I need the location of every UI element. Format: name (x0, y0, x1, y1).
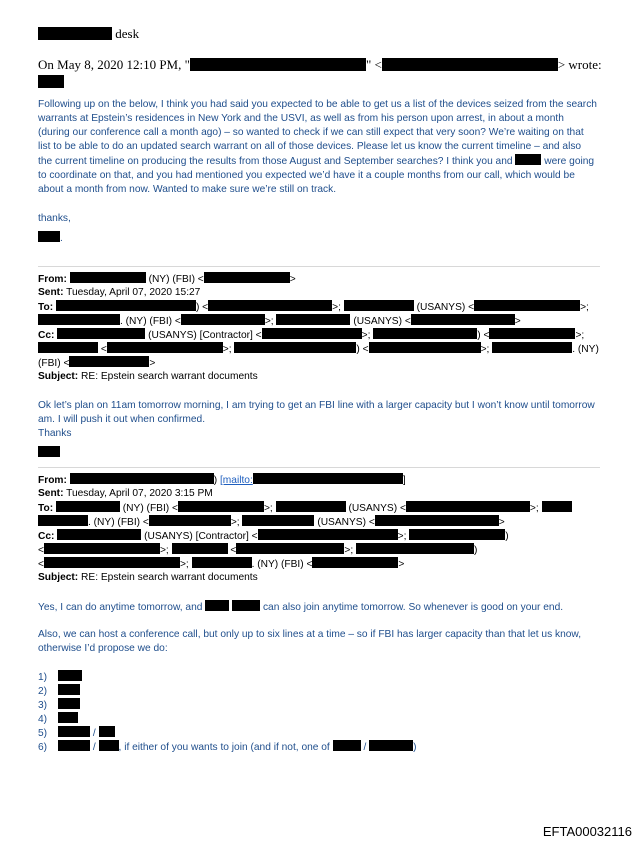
redaction (234, 342, 356, 353)
redaction (38, 515, 88, 526)
redaction (70, 272, 146, 283)
list-item: 3) (38, 698, 80, 713)
email-2-to-cont: . (NY) (FBI) < >; (USANYS) < > (38, 314, 521, 329)
email-2-body: Ok let’s plan on 11am tomorrow morning, I am trying to get an FBI line with a larger capacity but I won’t know until tomorrow am. I will push it out when confirmed. (38, 400, 595, 425)
redaction (375, 515, 499, 526)
email-2-cc: Cc: (USANYS) [Contractor] < >; ) < >; (38, 330, 585, 341)
email-2-thanks: Thanks (38, 428, 72, 439)
message-1-signature: . (38, 228, 63, 246)
redaction (44, 543, 160, 554)
redaction (208, 300, 332, 311)
redaction (56, 501, 120, 512)
wrote-prefix: On May 8, 2020 12:10 PM, " (38, 57, 190, 72)
redaction (369, 342, 481, 353)
redaction (276, 501, 346, 512)
separator (38, 467, 600, 468)
redaction (373, 328, 477, 339)
redaction (344, 300, 414, 311)
email-3-cc-cont: < >; < >; ) (38, 545, 478, 556)
email-3-subject: Subject: RE: Epstein search warrant documents (38, 572, 258, 583)
redaction (276, 314, 350, 325)
redaction (262, 328, 362, 339)
email-2-cc-end: (FBI) < > (38, 358, 156, 369)
email-3-to: To: (NY) (FBI) < >; (USANYS) < >; (38, 501, 572, 516)
email-3-body-2: Also, we can host a conference call, but only up to six lines at a time – so if FBI has larger capacity than that let us know, otherwise I’d propose we do: (38, 629, 582, 654)
email-2-sent: Sent: Tuesday, April 07, 2020 15:27 (38, 287, 201, 298)
wrote-mid: " < (365, 57, 382, 72)
redaction (489, 328, 575, 339)
redaction (69, 356, 149, 367)
redaction (474, 300, 580, 311)
message-1-body (38, 98, 598, 197)
wrote-line (38, 57, 602, 73)
redaction (107, 342, 223, 353)
email-2-cc-cont: < >; ) < >; . (NY) (38, 342, 599, 357)
email-3-to-cont: . (NY) (FBI) < >; (USANYS) < > (38, 515, 505, 530)
redaction (58, 684, 80, 695)
redaction (44, 557, 180, 568)
list-item: 4) (38, 712, 78, 727)
bates-number: EFTA00032116 (542, 824, 632, 839)
wrote-suffix: > wrote: (557, 57, 602, 72)
redaction (542, 501, 572, 512)
redaction (172, 543, 228, 554)
list-item: 6) / , if either of you wants to join (and if not, one of / ) (38, 742, 417, 753)
redaction (57, 529, 141, 540)
redaction (38, 342, 98, 353)
top-desk-line (38, 26, 139, 42)
email-2-to: To: ) < >; (USANYS) < >; (38, 302, 589, 313)
redaction (178, 501, 264, 512)
message-1-thanks: thanks, (38, 213, 71, 224)
redaction (242, 515, 314, 526)
redaction (57, 328, 145, 339)
redaction (492, 342, 572, 353)
redaction (38, 314, 120, 325)
list-item: 2) (38, 684, 80, 699)
email-3-sent: Sent: Tuesday, April 07, 2020 3:15 PM (38, 488, 213, 499)
separator (38, 266, 600, 267)
redaction (411, 314, 515, 325)
redaction (312, 557, 398, 568)
message-1-tail: were going to coordinate on that, and you had mentioned you expected we’d have it a couple months from our call, which would be about a month from now. Wanted to make sure we’re still on track. (38, 156, 595, 195)
message-1-text: Following up on the below, I think you had said you expected to be able to get us a list of the devices seized from the search warrants at Epstein’s residences in New York and the USVI, as well as from his person upon arrest, in about a month (during our conference call a month ago) – so wanted to check if we can still expect that very soon? We’re waiting on that list to be able to do an updated search warrant on all of those devices. Please let us know the current timeline – and also the current timeline on producing the results from those August and September searches? I think you and (38, 99, 597, 167)
list-item: 1) (38, 670, 82, 685)
redaction (38, 27, 112, 40)
email-3-body-1: Yes, I can do anytime tomorrow, and can also join anytime tomorrow. So whenever is good on your end. (38, 602, 564, 613)
redaction (382, 58, 558, 71)
redaction (205, 600, 229, 611)
redaction (70, 473, 214, 484)
redaction (406, 501, 530, 512)
redaction (204, 272, 290, 283)
email-2-from: From: (NY) (FBI) < > (38, 274, 296, 285)
email-2-signature (38, 443, 60, 461)
redaction (409, 529, 505, 540)
wrote-name-redaction (38, 73, 64, 91)
redaction (58, 740, 90, 751)
redaction (99, 740, 119, 751)
redaction (181, 314, 265, 325)
list-item: 5) / (38, 726, 115, 741)
redaction (515, 154, 541, 165)
redaction (333, 740, 361, 751)
redaction (232, 600, 260, 611)
redaction (192, 557, 252, 568)
redaction (58, 726, 90, 737)
redaction (253, 473, 403, 484)
redaction (236, 543, 344, 554)
redaction (58, 670, 82, 681)
redaction (99, 726, 115, 737)
redaction (56, 300, 196, 311)
redaction (369, 740, 413, 751)
redaction (190, 58, 366, 71)
email-3-from: From: ) [mailto: ] (38, 475, 406, 486)
email-2-subject: Subject: RE: Epstein search warrant documents (38, 371, 258, 382)
redaction (356, 543, 474, 554)
redaction (149, 515, 231, 526)
mailto-link[interactable]: [mailto: (220, 475, 403, 486)
email-3-cc-end: < >; . (NY) (FBI) < > (38, 559, 405, 570)
redaction (58, 712, 78, 723)
email-3-cc: Cc: (USANYS) [Contractor] < >; ) (38, 531, 509, 542)
redaction (58, 698, 80, 709)
redaction (258, 529, 398, 540)
desk-label: desk (115, 26, 140, 41)
